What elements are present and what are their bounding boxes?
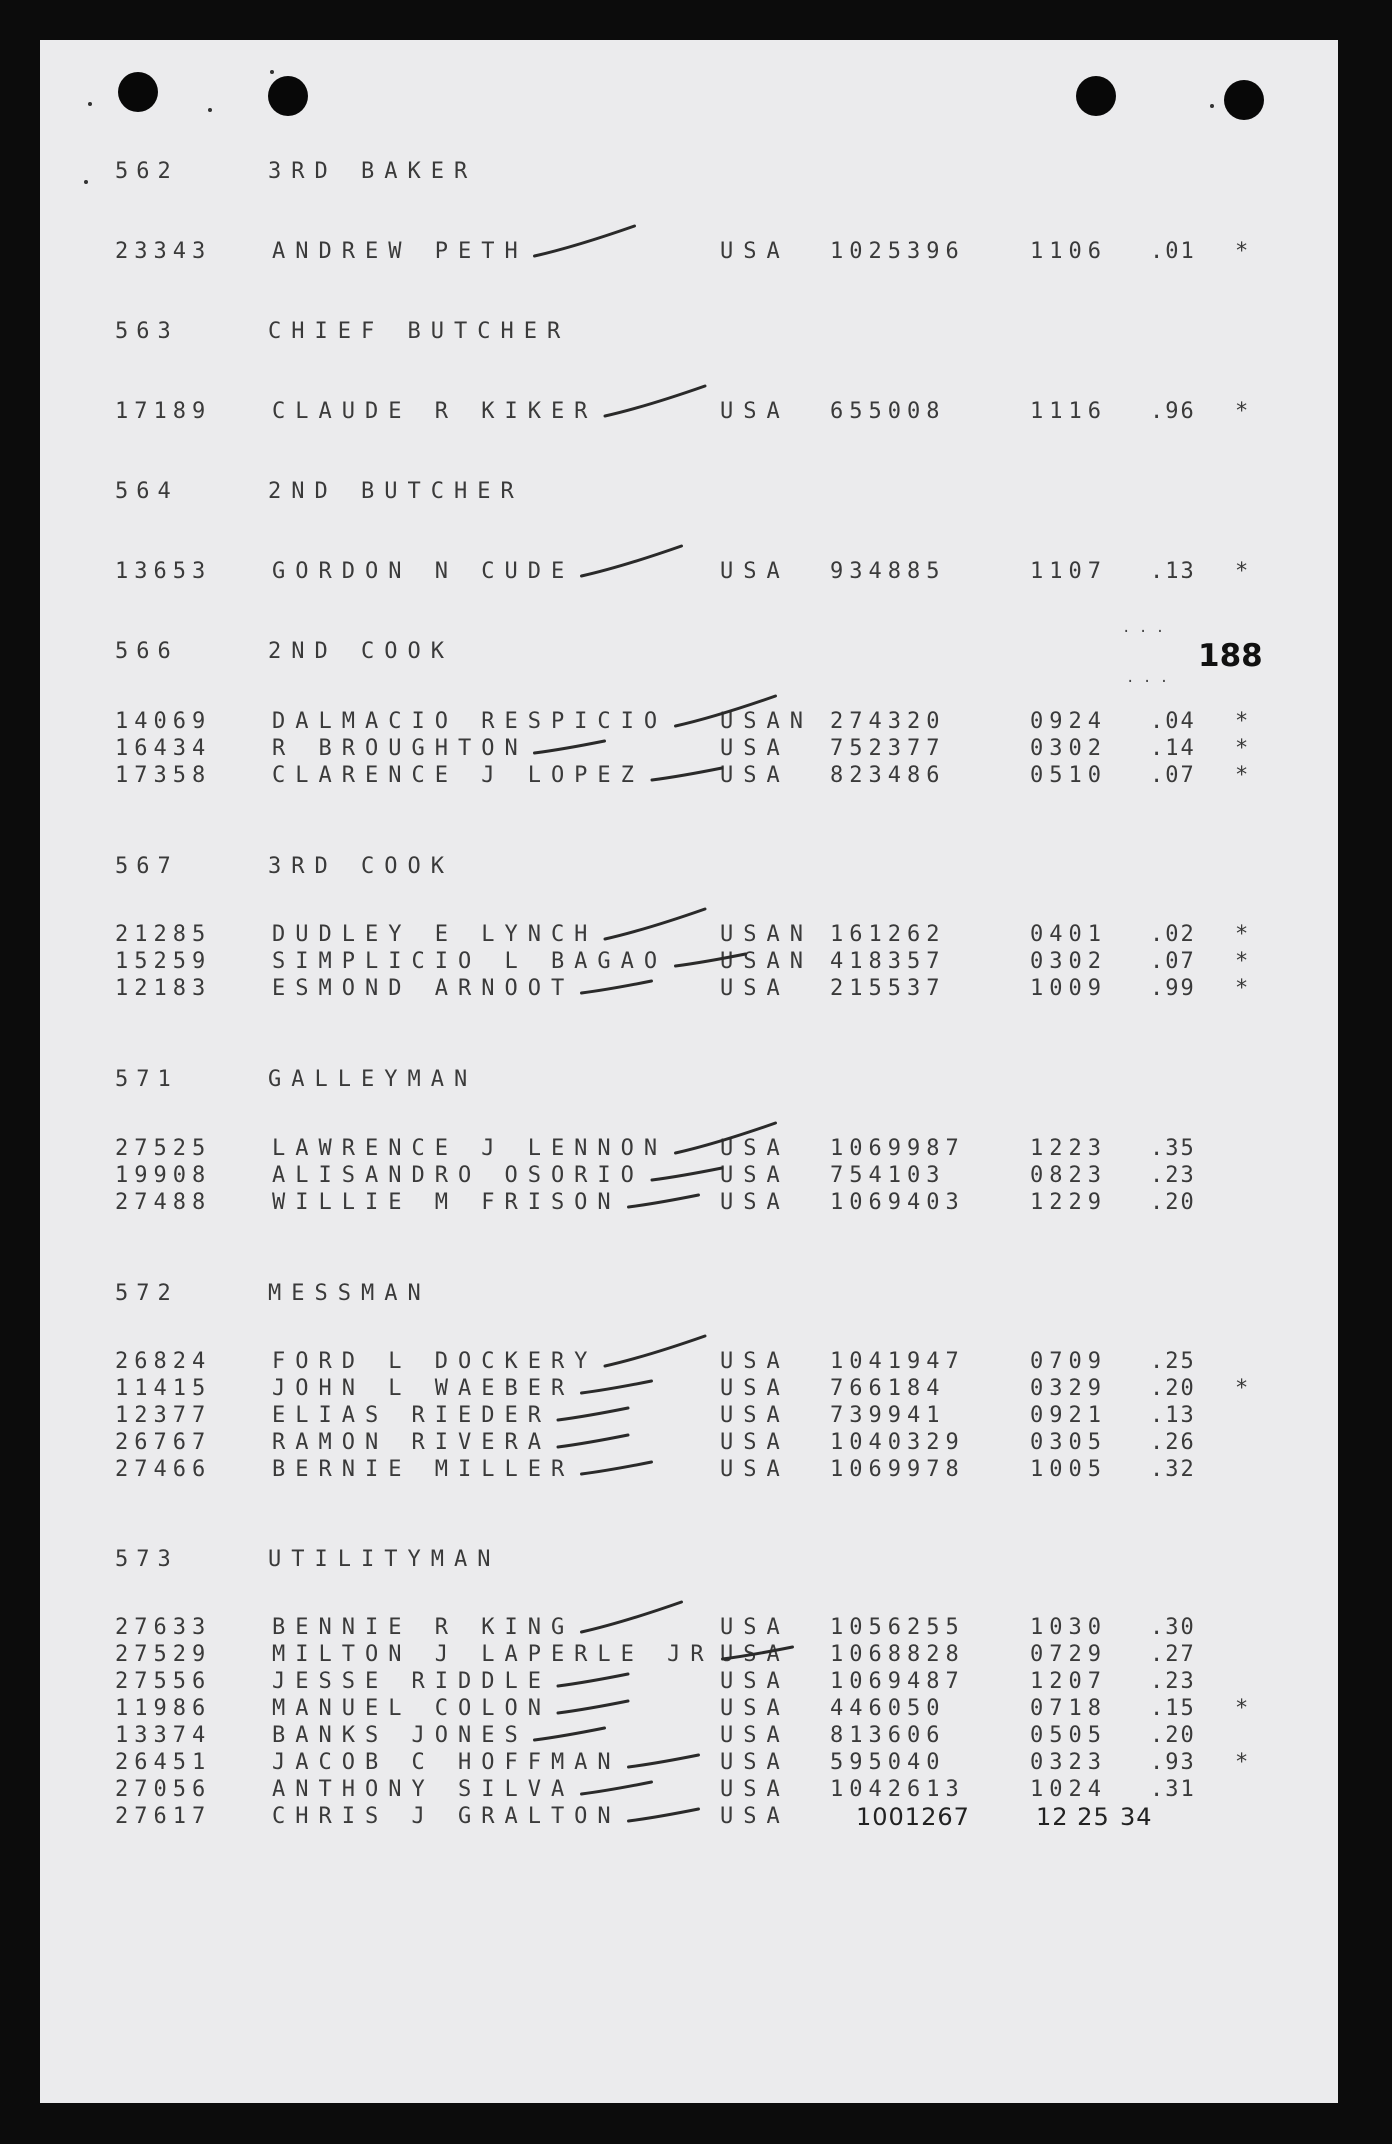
certificate-number: 1025396 bbox=[830, 239, 965, 264]
value: .32 bbox=[1150, 1457, 1196, 1482]
citizenship: USA bbox=[720, 736, 790, 761]
rating-code: 566 bbox=[115, 639, 179, 664]
crew-name: JESSE RIDDLE bbox=[272, 1669, 551, 1694]
citizenship: USA bbox=[720, 1403, 790, 1428]
crew-id: 27633 bbox=[115, 1615, 212, 1640]
check-mark bbox=[582, 981, 652, 993]
value: .26 bbox=[1150, 1430, 1196, 1455]
citizenship: USA bbox=[720, 1615, 790, 1640]
certificate-number: 1068828 bbox=[830, 1642, 965, 1667]
rating-title: GALLEYMAN bbox=[268, 1067, 478, 1092]
value: .14 bbox=[1150, 736, 1196, 761]
citizenship: USA bbox=[720, 763, 790, 788]
certificate-number: 1069403 bbox=[830, 1190, 965, 1215]
date-code: 0924 bbox=[1030, 709, 1107, 734]
crew-name: CLAUDE R KIKER bbox=[272, 399, 598, 424]
certificate-number: 274320 bbox=[830, 709, 946, 734]
crew-name: MANUEL COLON bbox=[272, 1696, 551, 1721]
citizenship: USA bbox=[720, 1349, 790, 1374]
citizenship: USAN bbox=[720, 922, 813, 947]
citizenship: USA bbox=[720, 1642, 790, 1667]
certificate-number: 1069987 bbox=[830, 1136, 965, 1161]
check-marks bbox=[40, 40, 1338, 2103]
check-mark bbox=[605, 909, 705, 939]
certificate-number: 1040329 bbox=[830, 1430, 965, 1455]
crew-id: 17189 bbox=[115, 399, 212, 424]
check-mark bbox=[629, 1809, 699, 1821]
value: .93 bbox=[1150, 1750, 1196, 1775]
crew-name: MILTON J LAPERLE JR bbox=[272, 1642, 714, 1667]
crew-name: JOHN L WAEBER bbox=[272, 1376, 575, 1401]
date-code: 0329 bbox=[1030, 1376, 1107, 1401]
crew-name: DALMACIO RESPICIO bbox=[272, 709, 668, 734]
check-mark bbox=[558, 1408, 628, 1420]
crew-id: 27466 bbox=[115, 1457, 212, 1482]
citizenship: USA bbox=[720, 1430, 790, 1455]
citizenship: USAN bbox=[720, 709, 813, 734]
crew-name: GORDON N CUDE bbox=[272, 559, 575, 584]
crew-id: 16434 bbox=[115, 736, 212, 761]
citizenship: USA bbox=[720, 1723, 790, 1748]
asterisk-mark: * bbox=[1235, 1696, 1249, 1721]
check-mark bbox=[582, 1381, 652, 1393]
citizenship: USA bbox=[720, 1136, 790, 1161]
crew-name: SIMPLICIO L BAGAO bbox=[272, 949, 668, 974]
citizenship: USA bbox=[720, 1376, 790, 1401]
rating-title: 3RD COOK bbox=[268, 854, 454, 879]
value: .04 bbox=[1150, 709, 1196, 734]
value: .96 bbox=[1150, 399, 1196, 424]
value: .02 bbox=[1150, 922, 1196, 947]
citizenship: USAN bbox=[720, 949, 813, 974]
rating-title: 2ND COOK bbox=[268, 639, 454, 664]
page-number: 188 bbox=[1198, 638, 1263, 674]
crew-id: 26767 bbox=[115, 1430, 212, 1455]
asterisk-mark: * bbox=[1235, 239, 1249, 264]
certificate-number: 1041947 bbox=[830, 1349, 965, 1374]
certificate-number: 752377 bbox=[830, 736, 946, 761]
crew-id: 27525 bbox=[115, 1136, 212, 1161]
citizenship: USA bbox=[720, 1777, 790, 1802]
check-mark bbox=[629, 1195, 699, 1207]
date-code: 0729 bbox=[1030, 1642, 1107, 1667]
value: .23 bbox=[1150, 1669, 1196, 1694]
certificate-number: 655008 bbox=[830, 399, 946, 424]
certificate-number: 1001267 bbox=[856, 1803, 970, 1831]
check-mark bbox=[723, 1647, 793, 1659]
value: .20 bbox=[1150, 1376, 1196, 1401]
asterisk-mark: * bbox=[1235, 763, 1249, 788]
check-mark bbox=[629, 1755, 699, 1767]
check-mark bbox=[676, 1123, 776, 1153]
citizenship: USA bbox=[720, 239, 790, 264]
check-mark bbox=[582, 1462, 652, 1474]
crew-id: 21285 bbox=[115, 922, 212, 947]
crew-name: ALISANDRO OSORIO bbox=[272, 1163, 644, 1188]
date-code: 1030 bbox=[1030, 1615, 1107, 1640]
rating-title: CHIEF BUTCHER bbox=[268, 319, 571, 344]
rating-title: 3RD BAKER bbox=[268, 159, 478, 184]
asterisk-mark: * bbox=[1235, 709, 1249, 734]
date-code: 0302 bbox=[1030, 736, 1107, 761]
certificate-number: 766184 bbox=[830, 1376, 946, 1401]
check-mark bbox=[676, 954, 746, 966]
check-mark bbox=[582, 1782, 652, 1794]
date-code: 0718 bbox=[1030, 1696, 1107, 1721]
rating-title: 2ND BUTCHER bbox=[268, 479, 524, 504]
check-mark bbox=[676, 696, 776, 726]
crew-id: 14069 bbox=[115, 709, 212, 734]
check-mark bbox=[535, 1728, 605, 1740]
date-code: 0921 bbox=[1030, 1403, 1107, 1428]
certificate-number: 215537 bbox=[830, 976, 946, 1001]
crew-id: 11415 bbox=[115, 1376, 212, 1401]
date-code: 1223 bbox=[1030, 1136, 1107, 1161]
date-code: 1024 bbox=[1030, 1777, 1107, 1802]
value: .07 bbox=[1150, 763, 1196, 788]
crew-id: 27529 bbox=[115, 1642, 212, 1667]
date-code: 1107 bbox=[1030, 559, 1107, 584]
date-code: 1229 bbox=[1030, 1190, 1107, 1215]
crew-name: WILLIE M FRISON bbox=[272, 1190, 621, 1215]
check-mark bbox=[535, 226, 635, 256]
crew-name: DUDLEY E LYNCH bbox=[272, 922, 598, 947]
check-mark bbox=[558, 1674, 628, 1686]
value: .01 bbox=[1150, 239, 1196, 264]
citizenship: USA bbox=[720, 1163, 790, 1188]
crew-id: 26824 bbox=[115, 1349, 212, 1374]
asterisk-mark: * bbox=[1235, 399, 1249, 424]
certificate-number: 1056255 bbox=[830, 1615, 965, 1640]
crew-name: BERNIE MILLER bbox=[272, 1457, 575, 1482]
crew-id: 17358 bbox=[115, 763, 212, 788]
rating-title: UTILITYMAN bbox=[268, 1547, 501, 1572]
citizenship: USA bbox=[720, 1457, 790, 1482]
date-code: 0302 bbox=[1030, 949, 1107, 974]
check-mark bbox=[652, 768, 722, 780]
value: .27 bbox=[1150, 1642, 1196, 1667]
crew-id: 13653 bbox=[115, 559, 212, 584]
citizenship: USA bbox=[720, 1750, 790, 1775]
certificate-number: 418357 bbox=[830, 949, 946, 974]
crew-id: 12183 bbox=[115, 976, 212, 1001]
crew-name: RAMON RIVERA bbox=[272, 1430, 551, 1455]
rating-title: MESSMAN bbox=[268, 1281, 431, 1306]
check-mark bbox=[652, 1168, 722, 1180]
rating-code: 562 bbox=[115, 159, 179, 184]
crew-id: 27488 bbox=[115, 1190, 212, 1215]
rating-code: 573 bbox=[115, 1547, 179, 1572]
certificate-number: 1069978 bbox=[830, 1457, 965, 1482]
crew-id: 13374 bbox=[115, 1723, 212, 1748]
crew-name: ANTHONY SILVA bbox=[272, 1777, 575, 1802]
certificate-number: 161262 bbox=[830, 922, 946, 947]
asterisk-mark: * bbox=[1235, 949, 1249, 974]
crew-id: 19908 bbox=[115, 1163, 212, 1188]
date-code: 0510 bbox=[1030, 763, 1107, 788]
date-code: 1005 bbox=[1030, 1457, 1107, 1482]
crew-id: 27056 bbox=[115, 1777, 212, 1802]
certificate-number: 595040 bbox=[830, 1750, 946, 1775]
value: .31 bbox=[1150, 1777, 1196, 1802]
crew-name: ESMOND ARNOOT bbox=[272, 976, 575, 1001]
date-code: 12 25 bbox=[1036, 1803, 1110, 1831]
date-code: 0823 bbox=[1030, 1163, 1107, 1188]
certificate-number: 823486 bbox=[830, 763, 946, 788]
document-sheet bbox=[40, 40, 1338, 2103]
check-mark bbox=[558, 1701, 628, 1713]
crew-name: JACOB C HOFFMAN bbox=[272, 1750, 621, 1775]
certificate-number: 813606 bbox=[830, 1723, 946, 1748]
date-code: 0505 bbox=[1030, 1723, 1107, 1748]
pencil-dots-2: . . . bbox=[1126, 670, 1169, 686]
value: .35 bbox=[1150, 1136, 1196, 1161]
value: .20 bbox=[1150, 1723, 1196, 1748]
check-mark bbox=[605, 386, 705, 416]
value: .13 bbox=[1150, 1403, 1196, 1428]
value: .20 bbox=[1150, 1190, 1196, 1215]
certificate-number: 1042613 bbox=[830, 1777, 965, 1802]
date-code: 0323 bbox=[1030, 1750, 1107, 1775]
check-mark bbox=[582, 546, 682, 576]
rating-code: 564 bbox=[115, 479, 179, 504]
date-code: 0305 bbox=[1030, 1430, 1107, 1455]
crew-name: FORD L DOCKERY bbox=[272, 1349, 598, 1374]
crew-id: 23343 bbox=[115, 239, 212, 264]
citizenship: USA bbox=[720, 1669, 790, 1694]
crew-id: 15259 bbox=[115, 949, 212, 974]
citizenship: USA bbox=[720, 1696, 790, 1721]
citizenship: USA bbox=[720, 399, 790, 424]
asterisk-mark: * bbox=[1235, 1376, 1249, 1401]
crew-name: BANKS JONES bbox=[272, 1723, 528, 1748]
citizenship: USA bbox=[720, 559, 790, 584]
value: 34 bbox=[1120, 1803, 1153, 1831]
asterisk-mark: * bbox=[1235, 922, 1249, 947]
crew-name: CLARENCE J LOPEZ bbox=[272, 763, 644, 788]
crew-name: R BROUGHTON bbox=[272, 736, 528, 761]
check-mark bbox=[535, 741, 605, 753]
certificate-number: 934885 bbox=[830, 559, 946, 584]
crew-id: 27556 bbox=[115, 1669, 212, 1694]
rating-code: 563 bbox=[115, 319, 179, 344]
citizenship: USA bbox=[720, 1804, 790, 1829]
crew-id: 26451 bbox=[115, 1750, 212, 1775]
value: .15 bbox=[1150, 1696, 1196, 1721]
check-mark bbox=[605, 1336, 705, 1366]
date-code: 0401 bbox=[1030, 922, 1107, 947]
asterisk-mark: * bbox=[1235, 976, 1249, 1001]
value: .99 bbox=[1150, 976, 1196, 1001]
crew-id: 11986 bbox=[115, 1696, 212, 1721]
rating-code: 572 bbox=[115, 1281, 179, 1306]
check-mark bbox=[582, 1602, 682, 1632]
date-code: 1116 bbox=[1030, 399, 1107, 424]
asterisk-mark: * bbox=[1235, 1750, 1249, 1775]
crew-name: ELIAS RIEDER bbox=[272, 1403, 551, 1428]
asterisk-mark: * bbox=[1235, 559, 1249, 584]
value: .30 bbox=[1150, 1615, 1196, 1640]
certificate-number: 754103 bbox=[830, 1163, 946, 1188]
value: .23 bbox=[1150, 1163, 1196, 1188]
value: .25 bbox=[1150, 1349, 1196, 1374]
certificate-number: 446050 bbox=[830, 1696, 946, 1721]
check-mark bbox=[558, 1435, 628, 1447]
crew-id: 27617 bbox=[115, 1804, 212, 1829]
value: .13 bbox=[1150, 559, 1196, 584]
asterisk-mark: * bbox=[1235, 736, 1249, 761]
certificate-number: 1069487 bbox=[830, 1669, 965, 1694]
date-code: 1106 bbox=[1030, 239, 1107, 264]
pencil-dots-1: . . . bbox=[1122, 620, 1165, 636]
certificate-number: 739941 bbox=[830, 1403, 946, 1428]
value: .07 bbox=[1150, 949, 1196, 974]
date-code: 0709 bbox=[1030, 1349, 1107, 1374]
date-code: 1207 bbox=[1030, 1669, 1107, 1694]
citizenship: USA bbox=[720, 1190, 790, 1215]
date-code: 1009 bbox=[1030, 976, 1107, 1001]
rating-code: 571 bbox=[115, 1067, 179, 1092]
rating-code: 567 bbox=[115, 854, 179, 879]
citizenship: USA bbox=[720, 976, 790, 1001]
crew-name: CHRIS J GRALTON bbox=[272, 1804, 621, 1829]
crew-id: 12377 bbox=[115, 1403, 212, 1428]
crew-name: BENNIE R KING bbox=[272, 1615, 575, 1640]
crew-name: LAWRENCE J LENNON bbox=[272, 1136, 668, 1161]
crew-name: ANDREW PETH bbox=[272, 239, 528, 264]
